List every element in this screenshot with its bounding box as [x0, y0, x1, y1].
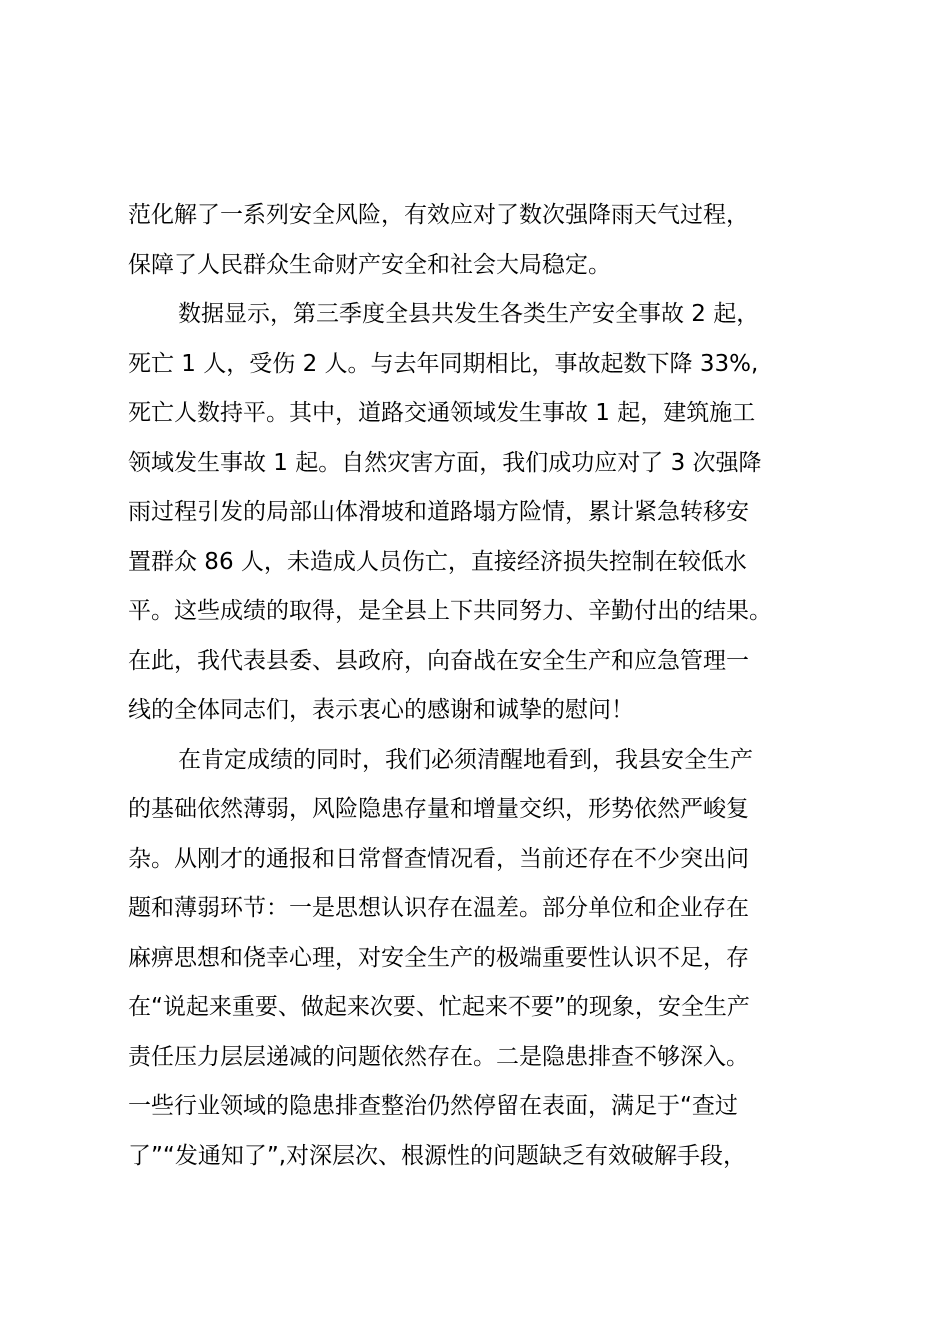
text-line: 题和薄弱环节：一是思想认识存在温差。部分单位和企业存在 — [128, 895, 749, 921]
text-line: 置群众 86 人，未造成人员伤亡，直接经济损失控制在较低水 — [128, 548, 747, 575]
text-line: 死亡 1 人，受伤 2 人。与去年同期相比，事故起数下降 33%, — [128, 350, 759, 377]
text-line: 线的全体同志们，表示衷心的感谢和诚挚的慰问！ — [128, 697, 634, 723]
paragraph-1 — [128, 191, 840, 290]
text-line: 死亡人数持平。其中，道路交通领域发生事故 1 起，建筑施工 — [128, 400, 756, 426]
text-line: 在肯定成绩的同时，我们必须清醒地看到，我县安全生产 — [178, 746, 753, 773]
text-line: 在此，我代表县委、县政府，向奋战在安全生产和应急管理一 — [128, 647, 749, 674]
document-body — [128, 191, 840, 1181]
text-line: 在“说起来重要、做起来次要、忙起来不要”的现象，安全生产 — [128, 994, 750, 1020]
text-line: 责任压力层层递减的问题依然存在。二是隐患排查不够深入。 — [128, 1043, 749, 1070]
text-line: 数据显示，第三季度全县共发生各类生产安全事故 2 起， — [178, 301, 760, 327]
text-line: 的基础依然薄弱，风险隐患存量和增量交织，形势依然严峻复 — [128, 796, 749, 822]
text-line: 范化解了一系列安全风险，有效应对了数次强降雨天气过程， — [128, 202, 749, 228]
text-line: 雨过程引发的局部山体滑坡和道路塌方险情，累计紧急转移安 — [128, 499, 749, 525]
paragraph-2 — [128, 290, 840, 736]
text-line: 领域发生事故 1 起。自然灾害方面，我们成功应对了 3 次强降 — [128, 449, 762, 476]
text-line: 了”“发通知了”,对深层次、根源性的问题缺乏有效破解手段， — [128, 1142, 747, 1169]
text-line: 保障了人民群众生命财产安全和社会大局稳定。 — [128, 251, 611, 278]
text-line: 麻痹思想和侥幸心理，对安全生产的极端重要性认识不足，存 — [128, 944, 749, 971]
paragraph-3 — [128, 736, 840, 1182]
text-line: 杂。从刚才的通报和日常督查情况看，当前还存在不少突出问 — [128, 845, 749, 872]
text-line: 一些行业领域的隐患排查整治仍然停留在表面，满足于“查过 — [128, 1093, 738, 1119]
text-line: 平。这些成绩的取得，是全县上下共同努力、辛勤付出的结果。 — [128, 598, 772, 624]
